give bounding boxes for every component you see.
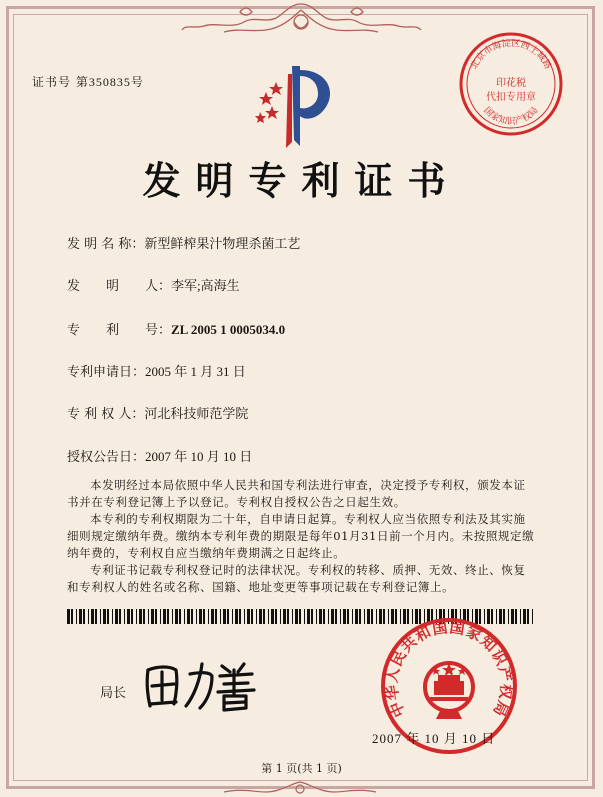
- barcode-bar: [187, 609, 190, 624]
- barcode-bar: [376, 609, 377, 624]
- barcode-bar: [316, 609, 317, 624]
- barcode-bar: [268, 609, 269, 624]
- field-invention-name: [67, 233, 300, 252]
- barcode-bar: [364, 609, 365, 624]
- barcode-bar: [331, 609, 334, 624]
- barcode-bar: [100, 609, 101, 624]
- field-patent-number: [67, 319, 285, 338]
- barcode-bar: [355, 609, 358, 624]
- field-label: 专 利 号：: [67, 323, 172, 338]
- certificate-number: [32, 73, 144, 90]
- barcode-bar: [199, 609, 202, 624]
- barcode-bar: [76, 609, 77, 624]
- barcode-bar: [115, 609, 118, 624]
- barcode-bar: [323, 609, 325, 624]
- seal-top-arc-text: 北京市海淀区西土城路: [469, 38, 553, 72]
- barcode-bar: [251, 609, 253, 624]
- barcode-bar: [215, 609, 217, 624]
- barcode-bar: [283, 609, 286, 624]
- barcode-bar: [88, 609, 89, 624]
- paragraph-grant: 本发明经过本局依照中华人民共和国专利法进行审查，决定授予专利权，颁发本证书并在专利登记簿上予以登记。专利权自授权公告之日起生效。: [67, 478, 526, 509]
- field-value: 李军;高海生: [171, 278, 240, 293]
- barcode-bar: [139, 609, 142, 624]
- field-label: 专 利 权 人：: [67, 407, 145, 422]
- barcode-bar: [95, 609, 97, 624]
- barcode-bar: [179, 609, 181, 624]
- barcode-bar: [335, 609, 337, 624]
- certificate-title: 发明专利证书: [142, 158, 461, 203]
- page-info: 第 1 页(共 1 页): [261, 762, 342, 775]
- barcode-bar: [367, 609, 370, 624]
- barcode-bar: [124, 609, 125, 624]
- barcode-bar: [263, 609, 265, 624]
- field-label: 授权公告日：: [67, 450, 146, 465]
- seal-big-arc-text: 中华人民共和国国家知识产权局: [382, 618, 516, 720]
- barcode-bar: [175, 609, 178, 624]
- barcode-bar: [163, 609, 166, 624]
- paragraph-term: 本专利的专利权期限为二十年，自申请日起算。专利权人应当依照专利法及其实施细则规定缴纳年费。缴纳本专利年费的期限是每年01月31日前一个月内。未按照规定缴纳年费的，专利权自应当缴纳年费期满之日起终止。: [67, 512, 535, 560]
- barcode-bar: [520, 609, 521, 624]
- barcode-bar: [203, 609, 205, 624]
- barcode-bar: [347, 609, 349, 624]
- barcode-bar: [340, 609, 341, 624]
- barcode-bar: [151, 609, 154, 624]
- barcode-bar: [532, 609, 533, 624]
- barcode-bar: [184, 609, 185, 624]
- barcode-bar: [359, 609, 361, 624]
- field-patentee: [67, 403, 248, 422]
- field-value: 新型鲜榨果汁物理杀菌工艺: [144, 236, 301, 251]
- barcode-bar: [107, 609, 109, 624]
- barcode-bar: [67, 609, 70, 624]
- barcode-bar: [371, 609, 373, 624]
- barcode-bar: [527, 609, 529, 624]
- barcode-bar: [271, 609, 274, 624]
- field-value: 2007 年 10 月 10 日: [145, 449, 253, 464]
- field-label: 发 明 人：: [67, 279, 172, 294]
- bottom-ornament: [220, 780, 380, 796]
- barcode-bar: [292, 609, 293, 624]
- barcode-bar: [83, 609, 85, 624]
- barcode-bar: [227, 609, 229, 624]
- barcode-bar: [103, 609, 106, 624]
- barcode-bar: [232, 609, 233, 624]
- director-label: 局长: [100, 686, 127, 701]
- barcode-bar: [119, 609, 121, 624]
- paragraph-legal-status: 专利证书记载专利权登记时的法律状况。专利权的转移、质押、无效、终止、恢复和专利权人的姓名或名称、国籍、地址变更等事项记载在专利登记簿上。: [67, 563, 526, 594]
- barcode-bar: [523, 609, 526, 624]
- barcode-bar: [160, 609, 161, 624]
- field-value: 河北科技师范学院: [144, 406, 249, 421]
- field-label: 发 明 名 称：: [67, 237, 145, 252]
- barcode-bar: [299, 609, 301, 624]
- barcode-bar: [343, 609, 346, 624]
- barcode-bar: [91, 609, 94, 624]
- barcode-bar: [247, 609, 250, 624]
- barcode-bar: [223, 609, 226, 624]
- barcode-bar: [155, 609, 157, 624]
- field-grant-date: [67, 446, 252, 465]
- barcode-bar: [143, 609, 145, 624]
- barcode-bar: [196, 609, 197, 624]
- barcode-bar: [304, 609, 305, 624]
- barcode-bar: [259, 609, 262, 624]
- barcode-bar: [311, 609, 313, 624]
- top-ornament: [180, 0, 423, 38]
- barcode-bar: [211, 609, 214, 624]
- national-emblem-icon: [425, 663, 473, 719]
- barcode-bar: [295, 609, 298, 624]
- barcode-bar: [167, 609, 169, 624]
- barcode-bar: [71, 609, 73, 624]
- barcode-bar: [275, 609, 277, 624]
- barcode-bar: [352, 609, 353, 624]
- director-signature: [140, 656, 260, 712]
- barcode-bar: [239, 609, 241, 624]
- issue-date: 2007 年 10 月 10 日: [372, 731, 496, 746]
- field-application-date: [67, 361, 246, 380]
- seal-top-center-text-2: 代扣专用章: [486, 92, 536, 103]
- barcode-bar: [307, 609, 310, 624]
- certificate-number-value: 第350835号: [75, 75, 144, 89]
- barcode-bar: [208, 609, 209, 624]
- seal-top-bottom-arc-text: 国家知识产权局: [481, 105, 541, 127]
- field-value: ZL 2005 1 0005034.0: [171, 322, 286, 337]
- barcode-bar: [79, 609, 82, 624]
- barcode-bar: [328, 609, 329, 624]
- field-inventor: [67, 275, 240, 294]
- tax-stamp-seal: [455, 28, 567, 140]
- barcode-bar: [235, 609, 238, 624]
- patent-office-logo: [252, 60, 344, 152]
- svg-text:国家知识产权局: [481, 105, 540, 127]
- barcode-bar: [287, 609, 289, 624]
- barcode-bar: [148, 609, 149, 624]
- barcode-bar: [112, 609, 113, 624]
- barcode-bar: [244, 609, 245, 624]
- svg-text:北京市海淀区西土城路: [468, 37, 555, 71]
- field-value: 2005 年 1 月 31 日: [145, 364, 246, 379]
- seal-top-center-text: 印花税: [496, 78, 526, 89]
- barcode-bar: [256, 609, 257, 624]
- barcode-bar: [172, 609, 173, 624]
- barcode-bar: [136, 609, 137, 624]
- certificate-number-label: 证书号: [32, 75, 72, 89]
- barcode-bar: [280, 609, 281, 624]
- barcode-bar: [220, 609, 221, 624]
- barcode-bar: [127, 609, 130, 624]
- field-label: 专利申请日：: [67, 365, 146, 380]
- barcode-bar: [191, 609, 193, 624]
- barcode-bar: [131, 609, 133, 624]
- barcode-bar: [319, 609, 322, 624]
